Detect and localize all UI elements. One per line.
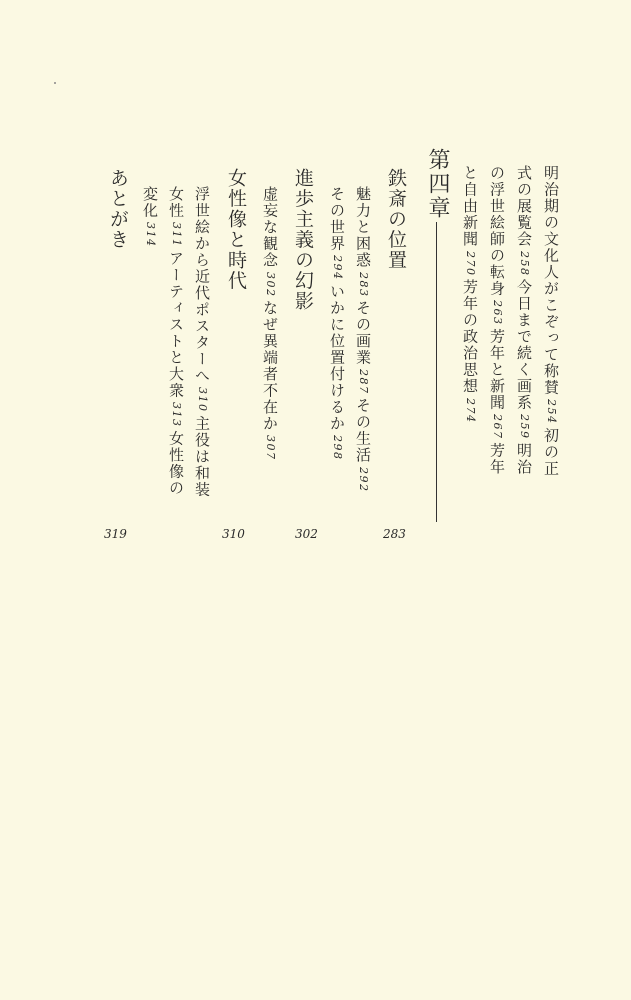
paper-speck — [54, 82, 56, 84]
page-number: 311 — [170, 222, 183, 248]
page-number: 263 — [491, 300, 504, 326]
page-number: 307 — [264, 435, 277, 461]
toc-subsection-line — [194, 186, 209, 498]
section-title: 進歩主義の幻影 — [292, 168, 314, 312]
section-title: 鉄斎の位置 — [385, 168, 407, 271]
page-number: 283 — [357, 271, 370, 297]
page-number: 274 — [464, 397, 477, 423]
toc-entry-text: の浮世絵師の転身 — [488, 165, 506, 297]
toc-entry-text: と自由新聞 — [461, 165, 479, 248]
toc-entry-text: なぜ異端者不在か — [261, 300, 279, 432]
page-number: 287 — [357, 369, 370, 395]
toc-subsection-line — [516, 165, 531, 476]
section-page-number: 302 — [295, 527, 318, 541]
page-number: 259 — [518, 414, 531, 440]
afterword-page-number: 319 — [104, 527, 127, 541]
toc-entry-text: 魅力と困惑 — [354, 186, 372, 269]
toc-entry-text: 式の展覧会 — [515, 165, 533, 248]
page-number: 313 — [170, 402, 183, 428]
toc-entry-text: 芳年の政治思想 — [461, 279, 479, 395]
chapter-title: 第四章 — [425, 148, 450, 220]
toc-entry-text: 芳年 — [488, 442, 506, 476]
toc-subsection-line — [142, 186, 157, 251]
toc-entry-text: 変化 — [141, 186, 159, 219]
toc-entry-text: 芳年と新聞 — [488, 328, 506, 411]
toc-entry-text: 明治 — [515, 442, 533, 476]
toc-entry-text: アーティストと大衆 — [167, 250, 185, 399]
page-number: 310 — [196, 387, 209, 413]
toc-entry-text: その世界 — [328, 186, 346, 252]
afterword-title: あとがき — [107, 168, 129, 250]
page-number: 302 — [264, 271, 277, 297]
toc-subsection-line — [355, 186, 370, 495]
chapter-page-number: 283 — [383, 527, 406, 541]
section-page-number: 310 — [222, 527, 245, 541]
page-number: 294 — [331, 255, 344, 281]
toc-entry-text: 虚妄な観念 — [261, 186, 279, 269]
toc-entry-text: いかに位置付けるか — [328, 283, 346, 432]
toc-subsection-line — [329, 186, 344, 464]
page-number: 298 — [331, 435, 344, 461]
toc-entry-text: 初の正 — [542, 427, 560, 477]
page-number: 254 — [545, 399, 558, 425]
toc-subsection-line — [168, 186, 183, 497]
section-title: 女性像と時代 — [225, 168, 247, 291]
page-number: 270 — [464, 250, 477, 276]
page-number: 292 — [357, 466, 370, 492]
toc-entry-text: 女性 — [167, 186, 185, 219]
toc-subsection-line — [462, 165, 477, 426]
toc-entry-text: その画業 — [354, 300, 372, 366]
chapter-leader-line — [436, 222, 437, 522]
toc-entry-text: 明治期の文化人がこぞって称賛 — [542, 165, 560, 396]
page-number: 314 — [144, 222, 157, 248]
toc-subsection-line — [489, 165, 504, 476]
toc-entry-text: 今日まで続く画系 — [515, 279, 533, 411]
toc-entry-text: 女性像の — [167, 430, 185, 497]
toc-entry-text: 主役は和装 — [193, 415, 211, 498]
toc-entry-text: その生活 — [354, 397, 372, 464]
toc-subsection-line — [262, 186, 277, 464]
toc-entry-text: 浮世絵から近代ポスターへ — [193, 186, 211, 384]
page-number: 258 — [518, 250, 531, 276]
toc-subsection-line — [543, 165, 558, 477]
page-number: 267 — [491, 414, 504, 440]
